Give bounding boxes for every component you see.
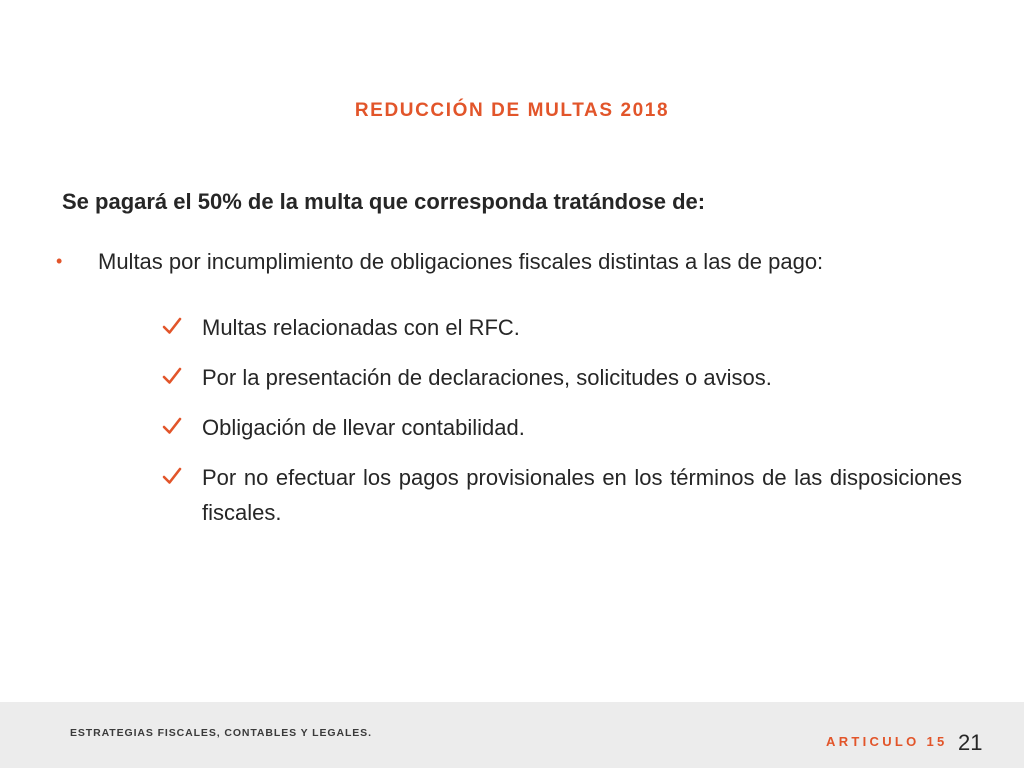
checkmark-icon <box>162 360 202 395</box>
lead-statement: Se pagará el 50% de la multa que corresponda tratándose de: <box>62 189 706 214</box>
checkmark-icon <box>162 410 202 445</box>
footer-bar <box>0 702 1024 768</box>
bullet-text: Multas por incumplimiento de obligaciones fiscales distintas a las de pago: <box>98 249 824 274</box>
checklist-item <box>162 310 962 345</box>
footer-brand: ESTRATEGIAS FISCALES, CONTABLES Y LEGALES. <box>70 727 372 739</box>
bullet-marker: • <box>56 251 63 271</box>
footer-section-label: ARTICULO 15 <box>826 734 948 749</box>
checklist-item-text: Por la presentación de declaraciones, solicitudes o avisos. <box>202 365 772 390</box>
checklist-item <box>162 360 962 395</box>
page-number: 21 <box>958 730 983 755</box>
checkmark-icon <box>162 460 202 495</box>
checkmark-icon <box>162 310 202 345</box>
checklist-item-text: Por no efectuar los pagos provisionales en los términos de las disposiciones fiscales. <box>202 465 962 525</box>
bullet-item <box>56 249 823 275</box>
checklist-item <box>162 460 962 530</box>
slide-title: REDUCCIÓN DE MULTAS 2018 <box>354 100 670 121</box>
checklist-item-text: Multas relacionadas con el RFC. <box>202 315 520 340</box>
checklist <box>162 310 962 545</box>
checklist-item <box>162 410 962 445</box>
checklist-item-text: Obligación de llevar contabilidad. <box>202 415 525 440</box>
